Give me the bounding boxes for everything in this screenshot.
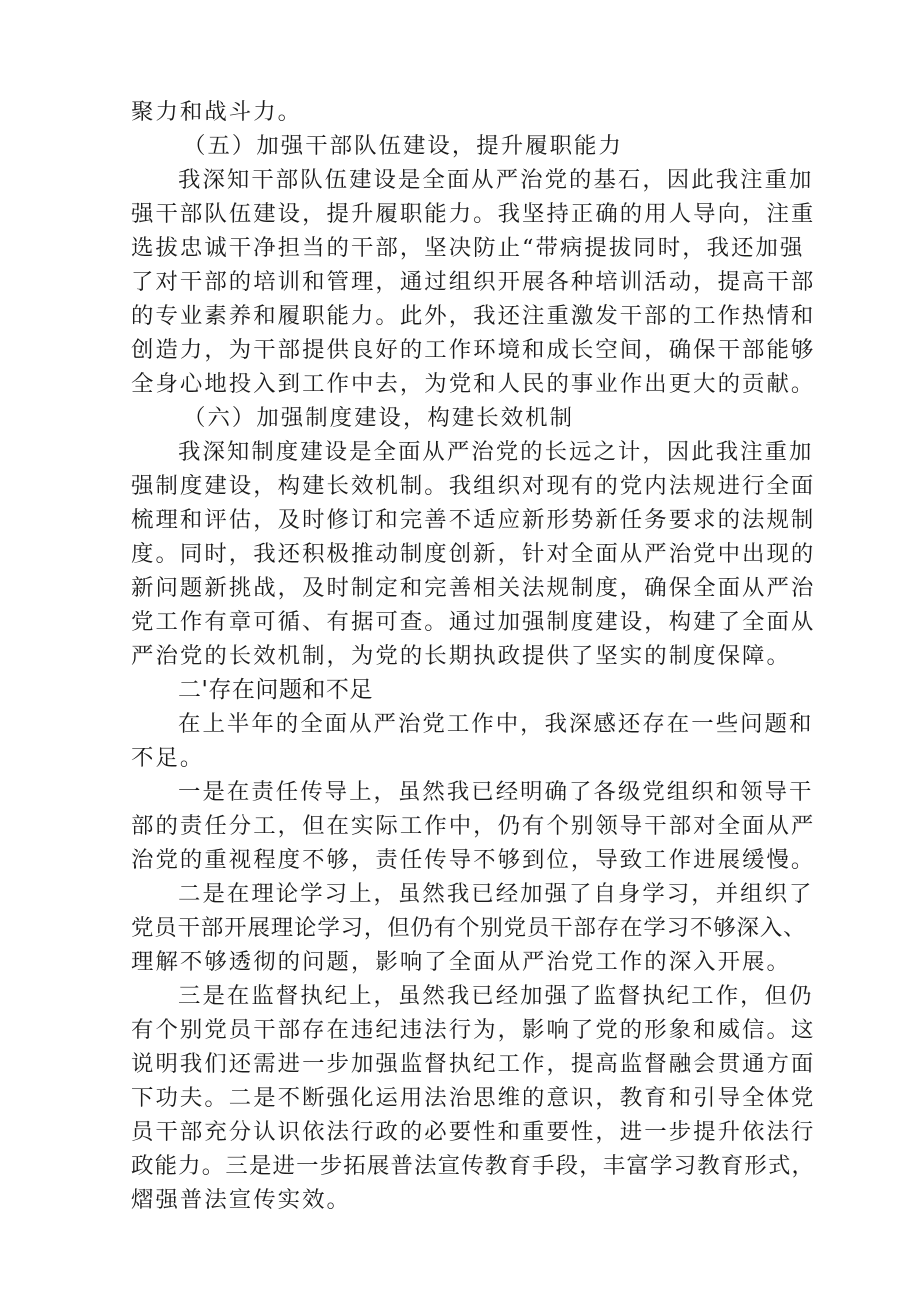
text-line: 的专业素养和履职能力。此外，我还注重激发干部的工作热情和	[131, 303, 816, 329]
text-line: 理解不够透彻的问题，影响了全面从严治党工作的深入开展。	[131, 949, 791, 975]
text-line: 一是在责任传导上，虽然我已经明确了各级党组织和领导干	[178, 779, 814, 805]
text-line: 党员干部开展理论学习，但仍有个别党员干部存在学习不够深入、	[131, 915, 807, 941]
section-heading-6: （六）加强制度建设，构建长效机制	[183, 405, 575, 431]
text-line: 聚力和战斗力。	[131, 99, 303, 125]
text-line: 说明我们还需进一步加强监督执纪工作，提高监督融会贯通方面	[131, 1051, 816, 1077]
text-line: 全身心地投入到工作中去，为党和人民的事业作出更大的贡献。	[131, 371, 816, 397]
text-line: 治党的重视程度不够，责任传导不够到位，导致工作进展缓慢。	[131, 847, 816, 873]
text-line: 党工作有章可循、有据可查。通过加强制度建设，构建了全面从	[131, 609, 816, 635]
text-line: 下功夫。二是不断强化运用法治思维的意识，教育和引导全体党	[131, 1085, 816, 1111]
text-line: 二是在理论学习上，虽然我已经加强了自身学习，并组织了	[178, 881, 814, 907]
text-line: 强干部队伍建设，提升履职能力。我坚持正确的用人导向，注重	[131, 201, 816, 227]
text-line: 有个别党员干部存在违纪违法行为，影响了党的形象和威信。这	[131, 1017, 816, 1043]
text-line: 熠强普法宣传实效。	[131, 1187, 351, 1213]
text-line: 选拔忠诚干净担当的干部，坚决防止“带病提拔同时，我还加强	[131, 235, 805, 261]
text-line: 了对干部的培训和管理，通过组织开展各种培训活动，提高干部	[131, 269, 816, 295]
text-line: 创造力，为干部提供良好的工作环境和成长空间，确保干部能够	[131, 337, 816, 363]
text-line: 在上半年的全面从严治党工作中，我深感还存在一些问题和	[178, 711, 814, 737]
text-line: 不足。	[131, 745, 205, 771]
section-heading-5: （五）加强干部队伍建设，提升履职能力	[183, 133, 623, 159]
text-line: 度。同时，我还积极推动制度创新，针对全面从严治党中出现的	[131, 541, 816, 567]
text-line: 部的责任分工，但在实际工作中，仍有个别领导干部对全面从严	[131, 813, 816, 839]
text-line: 新问题新挑战，及时制定和完善相关法规制度，确保全面从严治	[131, 575, 816, 601]
section-heading-2: 二'存在问题和不足	[178, 677, 373, 703]
text-line: 员干部充分认识依法行政的必要性和重要性，进一步提升依法行	[131, 1119, 816, 1145]
text-line: 我深知干部队伍建设是全面从严治党的基石，因此我注重加	[178, 167, 814, 193]
text-line: 政能力。三是进一步拓展普法宣传教育手段，丰富学习教育形式，	[131, 1153, 816, 1179]
text-line: 三是在监督执纪上，虽然我已经加强了监督执纪工作，但仍	[178, 983, 814, 1009]
text-line: 强制度建设，构建长效机制。我组织对现有的党内法规进行全面	[131, 473, 816, 499]
text-line: 梳理和评估，及时修订和完善不适应新形势新任务要求的法规制	[131, 507, 816, 533]
text-line: 我深知制度建设是全面从严治党的长远之计，因此我注重加	[178, 439, 814, 465]
text-line: 严治党的长效机制，为党的长期执政提供了坚实的制度保障。	[131, 643, 791, 669]
